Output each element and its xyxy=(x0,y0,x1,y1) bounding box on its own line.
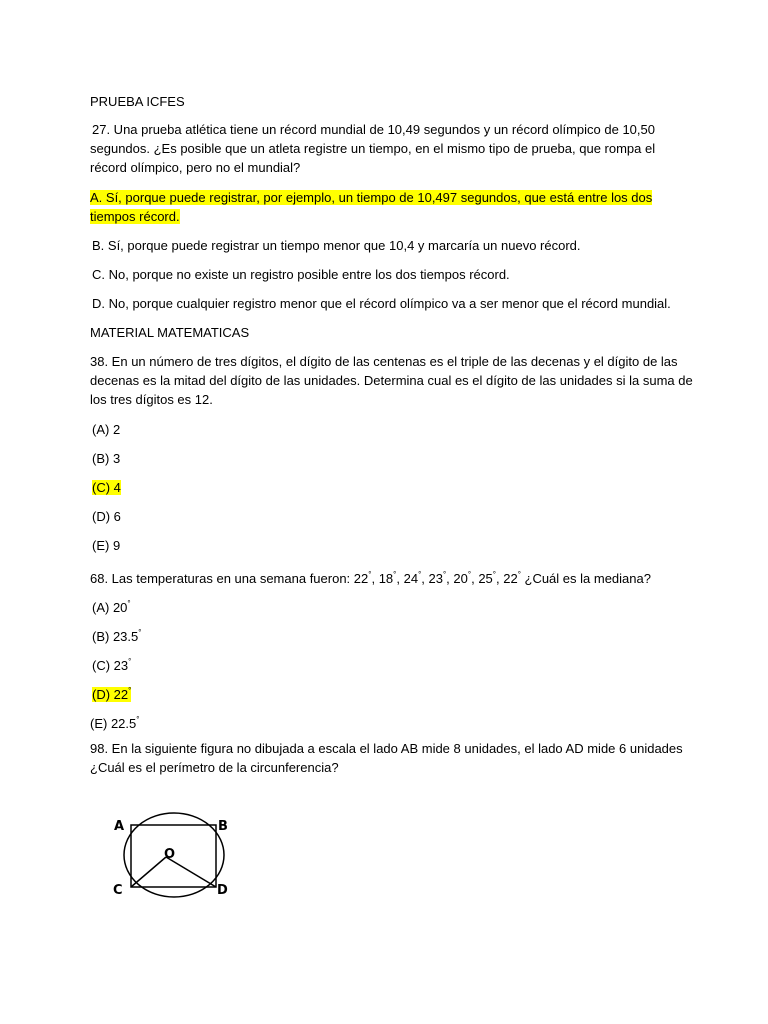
degree-sign: ° xyxy=(136,715,140,724)
temp-value: 24 xyxy=(403,571,419,586)
q38-option-a: (A) 2 xyxy=(92,422,121,437)
q27-option-a-line1 xyxy=(90,189,652,207)
q68-option-e xyxy=(90,711,139,733)
figure-svg xyxy=(108,810,243,900)
q38-option-b: (B) 3 xyxy=(92,451,121,466)
q38-text-line1: 38. En un número de tres dígitos, el dígito de las centenas es el triple de las decenas y el dígito de las xyxy=(90,354,678,369)
q98-text-line2: ¿Cuál es el perímetro de la circunferencia? xyxy=(90,760,339,775)
q27-text-line3: récord olímpico, pero no el mundial? xyxy=(90,160,301,175)
option-text: (E) 22.5 xyxy=(90,716,137,731)
q38-option-e: (E) 9 xyxy=(92,538,121,553)
q68-suffix: ¿Cuál es la mediana? xyxy=(520,571,651,586)
highlight xyxy=(92,687,131,702)
degree-sign: ° xyxy=(368,570,372,579)
segment-oc xyxy=(131,857,166,887)
q68-text: 68. Las temperaturas en una semana fueron: 22°, 18°, 24°, 23°, 20°, 25°, 22° ¿Cuál es la mediana? xyxy=(90,570,651,586)
highlight: tiempos récord. xyxy=(90,209,180,224)
degree-sign: ° xyxy=(467,570,472,579)
label-d: D xyxy=(217,883,228,898)
option-text: (B) 23.5 xyxy=(92,629,139,644)
q27-option-a-line2 xyxy=(90,208,180,226)
temp-value: 20 xyxy=(453,571,468,586)
q68-option-d xyxy=(92,682,131,704)
temp-value: 18 xyxy=(378,571,394,586)
q27-text-line2: segundos. ¿Es posible que un atleta registre un tiempo, en el mismo tipo de prueba, que rompa el xyxy=(90,141,656,156)
degree-sign: ° xyxy=(128,657,132,666)
highlight: (C) 4 xyxy=(92,480,121,495)
label-c: C xyxy=(113,883,123,898)
degree-sign: ° xyxy=(492,570,496,579)
degree-sign: ° xyxy=(128,686,132,695)
q38-text-line3: los tres dígitos es 12. xyxy=(90,392,213,407)
q38-option-d: (D) 6 xyxy=(92,509,121,524)
q68-prefix: 68. Las temperaturas en una semana fueron: xyxy=(90,571,354,586)
degree-sign: ° xyxy=(418,570,422,579)
q38-option-c xyxy=(92,479,121,497)
degree-sign: ° xyxy=(138,628,142,637)
highlight: A. Sí, porque puede registrar, por ejemplo, un tiempo de 10,497 segundos, que está entre los dos xyxy=(90,190,653,205)
section-title-prueba-icfes: PRUEBA ICFES xyxy=(90,94,185,109)
q38-text-line2: decenas es la mitad del dígito de las unidades. Determina cual es el dígito de las unidades si la suma de xyxy=(90,373,693,388)
q68-option-c xyxy=(92,653,131,675)
degree-sign: ° xyxy=(517,570,521,579)
degree-sign: ° xyxy=(393,570,397,579)
q68-option-a xyxy=(92,595,131,617)
option-text: (D) 22 xyxy=(92,687,129,702)
section-title-material-matematicas: MATERIAL MATEMATICAS xyxy=(90,325,250,340)
q98-text-line1: 98. En la siguiente figura no dibujada a escala el lado AB mide 8 unidades, el lado AD mide 6 unidades xyxy=(90,741,683,756)
temp-value: 22 xyxy=(503,571,518,586)
temp-value: 22 xyxy=(353,571,369,586)
degree-sign: ° xyxy=(442,570,447,579)
q27-option-d: D. No, porque cualquier registro menor que el récord olímpico va a ser menor que el récord mundial. xyxy=(92,296,671,311)
option-text: (A) 20 xyxy=(92,600,128,615)
label-a: A xyxy=(114,819,125,834)
degree-sign: ° xyxy=(127,599,131,608)
circle-rectangle-figure xyxy=(108,810,243,900)
temp-value: 23 xyxy=(428,571,443,586)
label-o: O xyxy=(164,847,176,862)
q68-option-b xyxy=(92,624,141,646)
label-b: B xyxy=(218,819,228,834)
q27-option-c: C. No, porque no existe un registro posible entre los dos tiempos récord. xyxy=(92,267,510,282)
q27-text-line1: 27. Una prueba atlética tiene un récord mundial de 10,49 segundos y un récord olímpico de 10,50 xyxy=(92,122,655,137)
temp-value: 25 xyxy=(478,571,493,586)
q27-option-b: B. Sí, porque puede registrar un tiempo menor que 10,4 y marcaría un nuevo récord. xyxy=(92,238,581,253)
option-text: (C) 23 xyxy=(92,658,129,673)
